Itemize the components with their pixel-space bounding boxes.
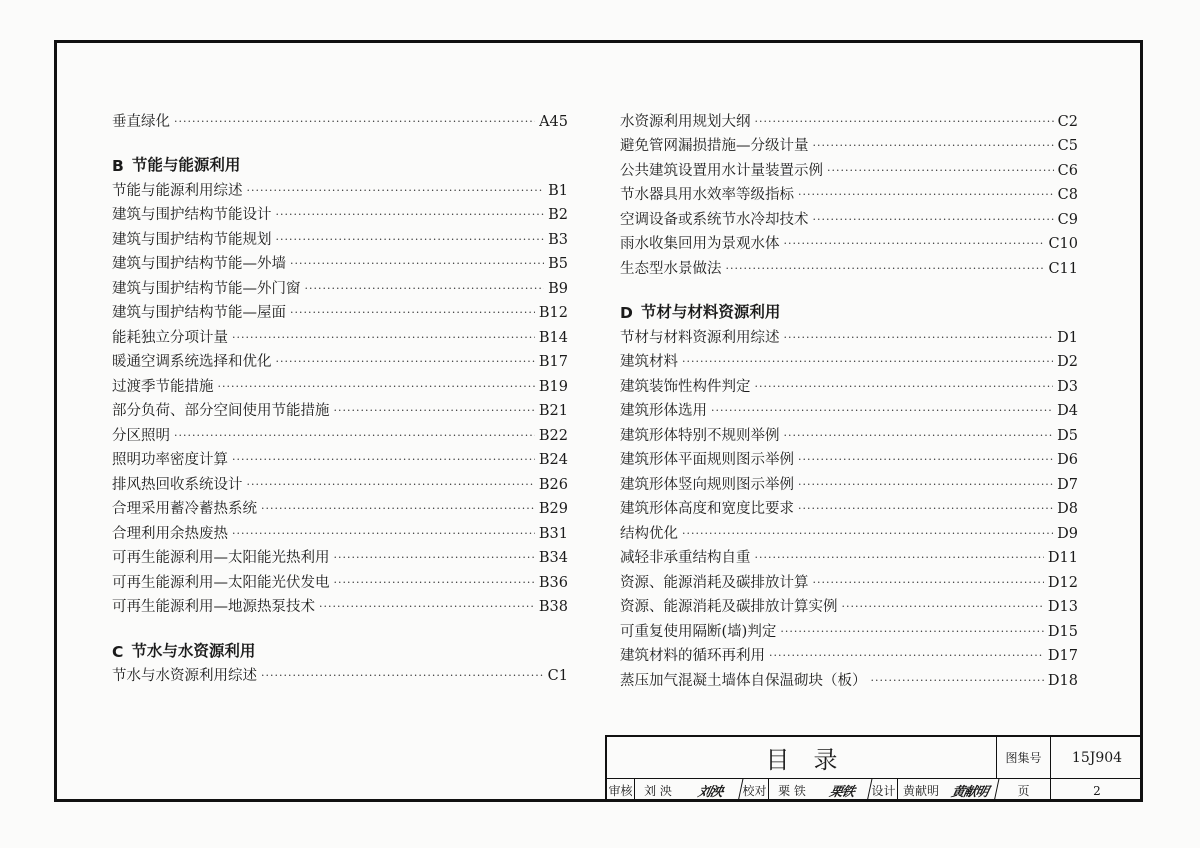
dot-leader [755,551,1044,567]
toc-left-column [112,106,568,685]
toc-entry[interactable] [620,592,1078,617]
toc-entry-page: D2 [1057,354,1078,370]
toc-entry-page: C11 [1048,260,1078,277]
toc-entry-title: 建筑形体竖向规则图示举例 [620,476,794,493]
toc-entry-page: B5 [548,256,568,272]
toc-right-column [620,106,1078,690]
toc-entry-page: C5 [1057,138,1078,154]
dot-leader [798,502,1053,518]
dot-leader [319,600,535,616]
toc-entry-title: 建筑与围护结构节能—屋面 [112,305,286,321]
toc-entry-title: 节材与材料资源利用综述 [620,329,780,346]
toc-entry[interactable] [112,518,568,543]
toc-entry[interactable] [112,567,568,592]
toc-entry-title: 空调设备或系统节水冷却技术 [620,211,809,228]
dot-leader [798,188,1054,204]
toc-entry-title: 部分负荷、部分空间使用节能措施 [112,403,330,419]
toc-entry-page: D9 [1057,525,1078,542]
toc-entry-page: B3 [548,231,568,248]
toc-entry-title: 资源、能源消耗及碳排放计算 [620,574,809,591]
toc-entry-page: D5 [1057,427,1078,444]
dot-leader [174,429,535,445]
toc-entry[interactable] [112,661,568,686]
toc-entry[interactable] [112,445,568,470]
toc-entry-title: 过渡季节能措施 [112,378,214,395]
toc-entry-page: C6 [1057,162,1078,179]
dot-leader [247,478,535,494]
toc-entry-page: B21 [538,403,568,419]
toc-entry-title: 可再生能源利用—太阳能光热利用 [112,550,330,566]
dot-leader [334,576,535,592]
dot-leader [769,649,1044,665]
review-label: 审核 [607,779,635,802]
toc-entry-page: B19 [538,378,568,395]
toc-entry-title: 避免管网漏损措施—分级计量 [620,138,809,154]
toc-entry[interactable] [620,543,1078,568]
dot-leader [276,208,545,224]
toc-entry[interactable] [620,131,1078,156]
toc-entry[interactable] [112,347,568,372]
toc-entry-page: D8 [1057,501,1078,517]
toc-entry-page: B1 [548,182,568,199]
toc-entry-title: 垂直绿化 [112,113,170,130]
toc-entry-page: B38 [538,599,568,615]
dot-leader [334,404,535,420]
toc-entry-title: 建筑材料的循环再利用 [620,648,765,664]
dot-leader [813,576,1044,592]
toc-entry-title: 建筑与围护结构节能—外门窗 [112,280,301,297]
dot-leader [726,262,1045,278]
toc-entry-page: B2 [548,207,568,223]
toc-entry[interactable] [112,249,568,274]
toc-entry-title: 建筑与围护结构节能—外墙 [112,256,286,272]
toc-entry-title: 暖通空调系统选择和优化 [112,354,272,370]
check-label: 校对 [741,779,769,802]
toc-entry[interactable] [620,445,1078,470]
section-gap [112,616,568,636]
toc-entry-page: B29 [538,501,568,517]
dot-leader [261,502,535,518]
toc-entry[interactable] [620,204,1078,229]
toc-entry-title: 资源、能源消耗及碳排放计算实例 [620,599,838,615]
toc-entry-page: B26 [538,476,568,493]
toc-entry-title: 建筑装饰性构件判定 [620,378,751,395]
toc-entry-title: 排风热回收系统设计 [112,476,243,493]
toc-entry-page: D6 [1057,452,1078,468]
dot-leader [276,233,545,249]
toc-entry[interactable] [112,396,568,421]
dot-leader [842,600,1044,616]
review-signature: 刘泱 [679,779,744,802]
toc-entry-page: D15 [1047,623,1078,640]
dot-leader [232,453,535,469]
toc-entry-page: B12 [538,305,568,321]
review-name: 刘 泱 [644,784,672,798]
toc-entry-page: C10 [1048,236,1078,252]
toc-entry-page: B9 [548,280,568,297]
toc-entry-page: D12 [1047,574,1078,591]
check-name: 栗 铁 [778,784,806,798]
toc-entry[interactable] [620,229,1078,254]
dot-leader [711,404,1053,420]
toc-entry[interactable] [112,273,568,298]
dot-leader [247,184,545,200]
toc-entry[interactable] [620,518,1078,543]
toc-entry[interactable] [112,200,568,225]
toc-entry-title: 减轻非承重结构自重 [620,550,751,566]
toc-entry-title: 建筑与围护结构节能设计 [112,207,272,223]
toc-entry[interactable] [620,641,1078,666]
toc-entry[interactable] [620,322,1078,347]
signature-row [607,779,1143,802]
toc-entry-title: 结构优化 [620,525,678,542]
toc-entry-title: 可再生能源利用—太阳能光伏发电 [112,574,330,591]
toc-entry[interactable] [620,347,1078,372]
dot-leader [798,478,1053,494]
toc-entry[interactable] [112,224,568,249]
dot-leader [682,527,1053,543]
section-title: 节能与能源利用 [131,156,241,174]
toc-entry[interactable] [112,543,568,568]
toc-entry[interactable] [620,253,1078,278]
toc-entry-title: 建筑形体选用 [620,403,707,419]
toc-entry[interactable] [620,180,1078,205]
toc-entry[interactable] [620,155,1078,180]
section-gap [112,131,568,151]
toc-entry-title: 建筑与围护结构节能规划 [112,231,272,248]
toc-entry-title: 节水与水资源利用综述 [112,668,257,684]
toc-entry-page: D7 [1057,476,1078,493]
toc-entry-page: C8 [1057,187,1078,203]
toc-entry-page: C9 [1057,211,1078,228]
toc-entry-page: D17 [1047,648,1078,664]
toc-entry-title: 节能与能源利用综述 [112,182,243,199]
dot-leader [334,551,535,567]
section-heading [112,151,568,176]
toc-entry-page: B34 [538,550,568,566]
page-number: 2 [1093,783,1101,798]
section-gap [620,278,1078,298]
page-label: 页 [997,779,1051,802]
section-title: 节材与材料资源利用 [640,303,781,321]
design-signature: 黄献明 [942,779,1000,802]
atlas-number-label: 图集号 [997,737,1051,779]
toc-entry-title: 建筑形体高度和宽度比要求 [620,501,794,517]
toc-entry-title: 公共建筑设置用水计量装置示例 [620,162,823,179]
toc-entry-title: 雨水收集回用为景观水体 [620,236,780,252]
toc-entry-page: D3 [1057,378,1078,395]
toc-entry-title: 能耗独立分项计量 [112,329,228,346]
dot-leader [232,527,535,543]
toc-entry-page: C1 [547,668,568,684]
toc-entry-page: B22 [538,427,568,444]
toc-entry[interactable] [112,469,568,494]
toc-entry-page: B36 [538,574,568,591]
toc-entry[interactable] [620,396,1078,421]
toc-entry-page: B31 [538,525,568,542]
section-title: 节水与水资源利用 [131,641,256,660]
toc-entry-page: C2 [1057,113,1078,130]
design-name: 黄献明 [902,784,939,798]
toc-entry-title: 生态型水景做法 [620,260,722,277]
toc-entry[interactable] [620,494,1078,519]
toc-entry-title: 合理利用余热废热 [112,525,228,542]
check-signature: 栗铁 [813,779,873,802]
section-letter: B [112,157,124,175]
toc-entry-page: A45 [539,113,568,130]
toc-entry[interactable] [112,371,568,396]
toc-entry[interactable] [112,592,568,617]
dot-leader [784,331,1054,347]
toc-entry-title: 可再生能源利用—地源热泵技术 [112,599,315,615]
section-letter: C [112,642,124,661]
toc-entry-title: 建筑形体平面规则图示举例 [620,452,794,468]
dot-leader [798,453,1053,469]
sheet-title: 目录 [607,737,997,779]
toc-entry-page: B14 [538,329,568,346]
dot-leader [813,139,1054,155]
dot-leader [780,625,1044,641]
toc-entry-page: D13 [1047,599,1078,615]
dot-leader [813,213,1054,229]
toc-entry-title: 建筑材料 [620,354,678,370]
toc-entry[interactable] [112,322,568,347]
toc-entry-title: 照明功率密度计算 [112,452,228,468]
toc-entry[interactable] [620,567,1078,592]
toc-entry-page: B17 [538,354,568,370]
dot-leader [755,115,1054,131]
toc-entry[interactable] [620,371,1078,396]
toc-entry-title: 可重复使用隔断(墙)判定 [620,623,777,640]
dot-leader [871,674,1044,690]
toc-entry-title: 分区照明 [112,427,170,444]
toc-entry[interactable] [620,469,1078,494]
toc-entry-page: D11 [1047,550,1078,566]
dot-leader [682,355,1053,371]
toc-entry[interactable] [112,420,568,445]
toc-entry-title: 建筑形体特别不规则举例 [620,427,780,444]
dot-leader [290,306,535,322]
dot-leader [827,164,1054,180]
toc-entry-page: D1 [1057,329,1078,346]
dot-leader [290,257,544,273]
toc-entry-title: 水资源利用规划大纲 [620,113,751,130]
toc-entry[interactable] [112,106,568,131]
toc-entry[interactable] [112,494,568,519]
dot-leader [755,380,1054,396]
section-heading [620,298,1078,323]
design-label: 设计 [870,779,898,802]
dot-leader [261,669,544,685]
dot-leader [305,282,545,298]
dot-leader [784,429,1054,445]
section-heading [112,636,568,661]
toc-entry-title: 节水器具用水效率等级指标 [620,187,794,203]
dot-leader [232,331,535,347]
toc-entry[interactable] [620,420,1078,445]
title-block [605,735,1143,802]
dot-leader [174,115,535,131]
dot-leader [218,380,535,396]
toc-entry[interactable] [620,106,1078,131]
atlas-number: 15J904 [1051,737,1143,779]
dot-leader [784,237,1045,253]
toc-entry-page: B24 [538,452,568,468]
toc-entry[interactable] [620,616,1078,641]
toc-entry-title: 合理采用蓄冷蓄热系统 [112,501,257,517]
toc-entry-page: D4 [1057,403,1078,419]
toc-entry-title: 蒸压加气混凝土墙体自保温砌块（板） [620,672,867,689]
toc-entry-page: D18 [1047,672,1078,689]
toc-entry[interactable] [112,175,568,200]
toc-entry[interactable] [620,665,1078,690]
section-letter: D [620,304,633,322]
dot-leader [276,355,535,371]
toc-entry[interactable] [112,298,568,323]
